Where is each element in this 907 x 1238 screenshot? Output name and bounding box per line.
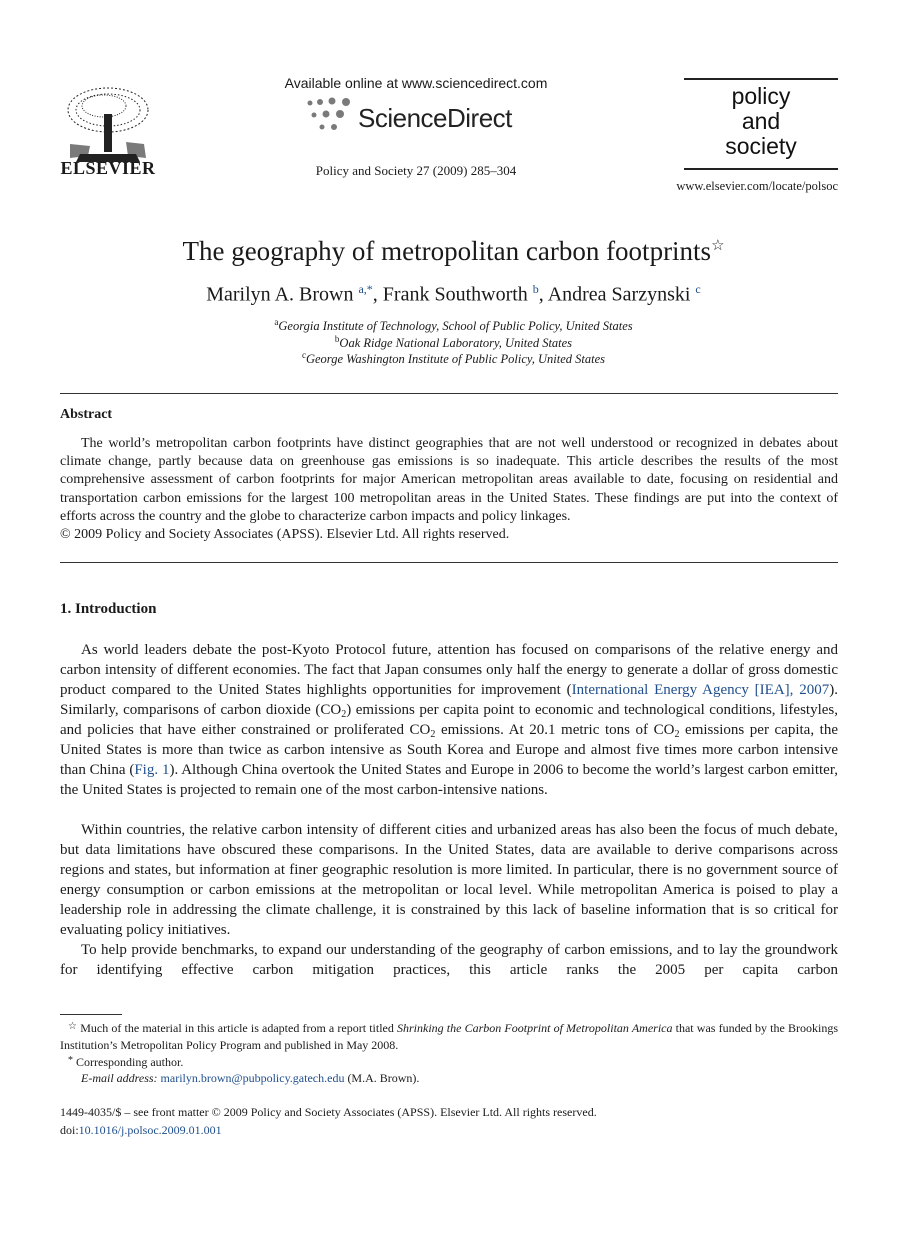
citation-link[interactable]: International Energy Agency [IEA], 2007 (571, 682, 830, 698)
author-affiliation-marker[interactable]: a,* (358, 282, 373, 296)
issn-line: 1449-4035/$ – see front matter © 2009 Policy and Society Associates (APSS). Elsevier Ltd. All rights reserved. (60, 1105, 597, 1119)
footnote (60, 1053, 846, 1071)
email-link[interactable]: marilyn.brown@pubpolicy.gatech.edu (160, 1071, 345, 1085)
doi-link[interactable]: 10.1016/j.polsoc.2009.01.001 (78, 1123, 222, 1137)
text-run: ). Although China overtook the United States and Europe in 2006 to become the world’s largest carbon emitter, the United States is projected to remain one of the most carbon-intensive nations. (60, 762, 838, 798)
affiliation (60, 317, 847, 334)
email-label: E-mail address: (81, 1071, 158, 1085)
affiliation (60, 334, 847, 351)
article-title-text: The geography of metropolitan carbon footprints (182, 236, 712, 266)
author-list: Marilyn A. Brown $^{a,*}$, Frank Southworth $^b$, Andrea Sarzynski $^c$ (206, 282, 701, 306)
figure-link[interactable]: Fig. 1 (134, 762, 170, 778)
divider (60, 562, 838, 563)
affiliation (60, 350, 847, 367)
publisher-name: ELSEVIER (60, 158, 156, 178)
journal-citation: Policy and Society 27 (2009) 285–304 (315, 163, 517, 178)
divider (60, 393, 838, 394)
journal-logo-bottom-rule (684, 168, 838, 170)
text-run: emissions. At 20.1 metric tons of CO (435, 722, 675, 738)
text-run: Corresponding author. (76, 1055, 184, 1069)
report-title: Shrinking the Carbon Footprint of Metropolitan America (397, 1021, 673, 1035)
subscript: 2 (430, 729, 436, 740)
title-footnote-marker[interactable]: ☆ (711, 238, 725, 254)
text-run: emissions per capita, the United States is more than twice as carbon intensive as South Korea and Europe and almost five times more carbon intensive than China ( (60, 722, 838, 778)
doi-label: doi: (60, 1123, 79, 1137)
journal-logo (684, 84, 838, 159)
footnote (60, 1019, 838, 1053)
text-run: (M.A. Brown). (347, 1071, 420, 1085)
text-run: Much of the material in this article is adapted from a report titled (80, 1021, 397, 1035)
abstract-body: The world’s metropolitan carbon footprints have distinct geographies that are not well understood or recognized in debates about climate change, partly because data on greenhouse gas emissions is so inadequate. This article describes the results of the most comprehensive assessment of carbon footprints for major American metropolitan areas available to date, focusing on residential and transportation carbon emissions for the largest 100 metropolitan areas in the United States. These findings are put into the context of efforts across the country and the globe to characterize carbon impacts and policy linkages. (60, 436, 838, 524)
subscript: 2 (674, 729, 680, 740)
affiliation-marker: b (334, 334, 340, 344)
available-online-text: Available online at www.sciencedirect.com (284, 75, 548, 91)
footnote-marker: * (68, 1055, 73, 1066)
text-run: ). Similarly, comparisons of carbon dioxide (CO (60, 682, 838, 718)
article-title (60, 236, 847, 267)
text-run: ) emissions per capita point to economic and technological conditions, lifestyles, and policies that have either constrained or proliferated CO (60, 702, 838, 738)
affiliation-marker: a (274, 317, 279, 327)
text-run: As world leaders debate the post-Kyoto Protocol future, attention has focused on comparisons of the relative energy and carbon intensity of different economies. The fact that Japan consumes only half the energy to generate a dollar of gross domestic product compared to the United States highlights opportunities for improvement ( (60, 642, 838, 698)
author-name: Andrea Sarzynski (547, 283, 691, 306)
journal-url-link[interactable]: www.elsevier.com/locate/polsoc (676, 179, 838, 193)
affiliation-text: George Washington Institute of Public Policy, United States (305, 352, 606, 367)
sciencedirect-wordmark: ScienceDirect (358, 103, 512, 133)
affiliation-marker: c (301, 350, 306, 360)
author-affiliation-marker[interactable]: b (532, 282, 539, 296)
subscript: 2 (341, 709, 347, 720)
journal-logo-line: and (741, 108, 781, 134)
journal-logo-line: policy (731, 83, 791, 109)
body-paragraph: To help provide benchmarks, to expand our understanding of the geography of carbon emissions, and to lay the groundwork for identifying effective carbon mitigation practices, this article ranks the 2005 per capita carbon (60, 942, 838, 978)
text-run: that was funded by the Brookings Institution’s Metropolitan Policy Program and published in May 2008. (60, 1021, 838, 1052)
section-heading: 1. Introduction (60, 601, 157, 617)
email-line (60, 1070, 859, 1087)
body-paragraph (60, 640, 838, 800)
body-paragraph: Within countries, the relative carbon intensity of different cities and urbanized areas has also been the focus of much debate, but data limitations have obscured these comparisons. In the United States, data are available to derive comparisons across regions and states, but information at finer geographic resolution is more limited. In particular, there is no government source of energy consumption or carbon emissions at the metropolitan or local level. While metropolitan America is poised to play a leadership role in addressing the climate challenge, it is constrained by this lack of baseline information that is so critical for evaluating policy initiatives. (60, 822, 838, 938)
author-affiliation-marker[interactable]: c (695, 282, 701, 296)
affiliation-text: Oak Ridge National Laboratory, United States (339, 336, 573, 351)
journal-logo-line: society (725, 133, 797, 159)
footnote-marker: ☆ (68, 1021, 78, 1032)
doi-line (60, 1123, 222, 1138)
journal-logo-top-rule (684, 78, 838, 80)
copyright-notice: © 2009 Policy and Society Associates (APSS). Elsevier Ltd. All rights reserved. (60, 527, 510, 542)
author-name: Frank Southworth (382, 283, 528, 306)
abstract-heading: Abstract (60, 407, 113, 422)
author-name: Marilyn A. Brown (206, 283, 354, 306)
footnote-divider (60, 1014, 122, 1015)
affiliation-text: Georgia Institute of Technology, School of Public Policy, United States (278, 319, 633, 334)
